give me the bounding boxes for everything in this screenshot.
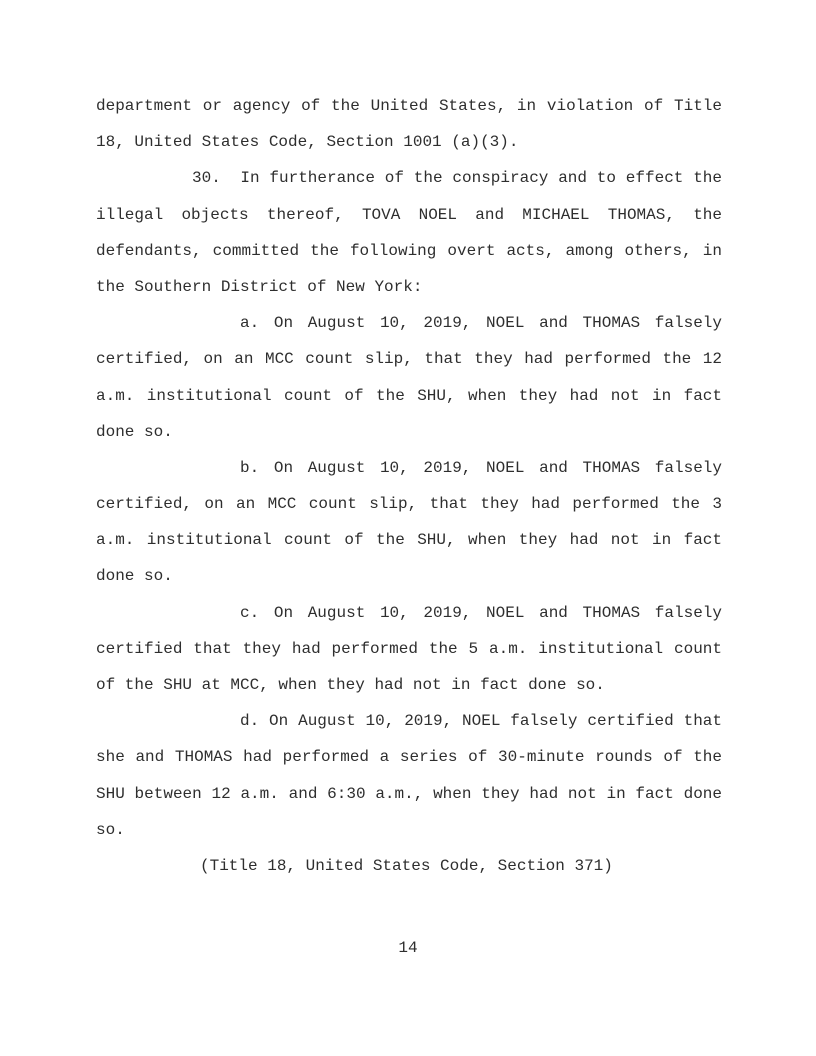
document-line: done so. bbox=[96, 567, 173, 586]
document-line: certified, on an MCC count slip, that they had performed the 12 bbox=[96, 350, 722, 369]
document-line: a.m. institutional count of the SHU, when they had not in fact bbox=[96, 531, 722, 550]
document-line: so. bbox=[96, 820, 125, 839]
document-line: SHU between 12 a.m. and 6:30 a.m., when they had not in fact done bbox=[96, 784, 722, 803]
document-line: department or agency of the United States, in violation of Title bbox=[96, 97, 722, 115]
document-line: she and THOMAS had performed a series of 30-minute rounds of the bbox=[96, 748, 722, 767]
document-line: a. On August 10, 2019, NOEL and THOMAS falsely bbox=[240, 314, 722, 333]
document-line: c. On August 10, 2019, NOEL and THOMAS falsely bbox=[240, 603, 722, 622]
document-line: 18, United States Code, Section 1001 (a)(3). bbox=[96, 133, 519, 152]
document-line: illegal objects thereof, TOVA NOEL and MICHAEL THOMAS, the bbox=[96, 205, 722, 224]
page-number: 14 bbox=[398, 939, 418, 957]
document-line: a.m. institutional count of the SHU, when they had not in fact bbox=[96, 386, 722, 405]
document-line: defendants, committed the following overt acts, among others, in bbox=[96, 241, 722, 260]
document-line: certified that they had performed the 5 a.m. institutional count bbox=[96, 639, 722, 658]
document-body bbox=[96, 88, 722, 884]
document-line: 30. In furtherance of the conspiracy and to effect the bbox=[192, 169, 722, 188]
document-line: the Southern District of New York: bbox=[96, 277, 423, 296]
document-line: done so. bbox=[96, 422, 173, 441]
document-line: certified, on an MCC count slip, that they had performed the 3 bbox=[96, 495, 722, 514]
document-line: of the SHU at MCC, when they had not in fact done so. bbox=[96, 676, 605, 694]
document-line: b. On August 10, 2019, NOEL and THOMAS falsely bbox=[240, 458, 722, 477]
document-line: (Title 18, United States Code, Section 371) bbox=[200, 856, 613, 875]
text-lines bbox=[96, 88, 722, 884]
document-line: d. On August 10, 2019, NOEL falsely certified that bbox=[240, 712, 722, 731]
